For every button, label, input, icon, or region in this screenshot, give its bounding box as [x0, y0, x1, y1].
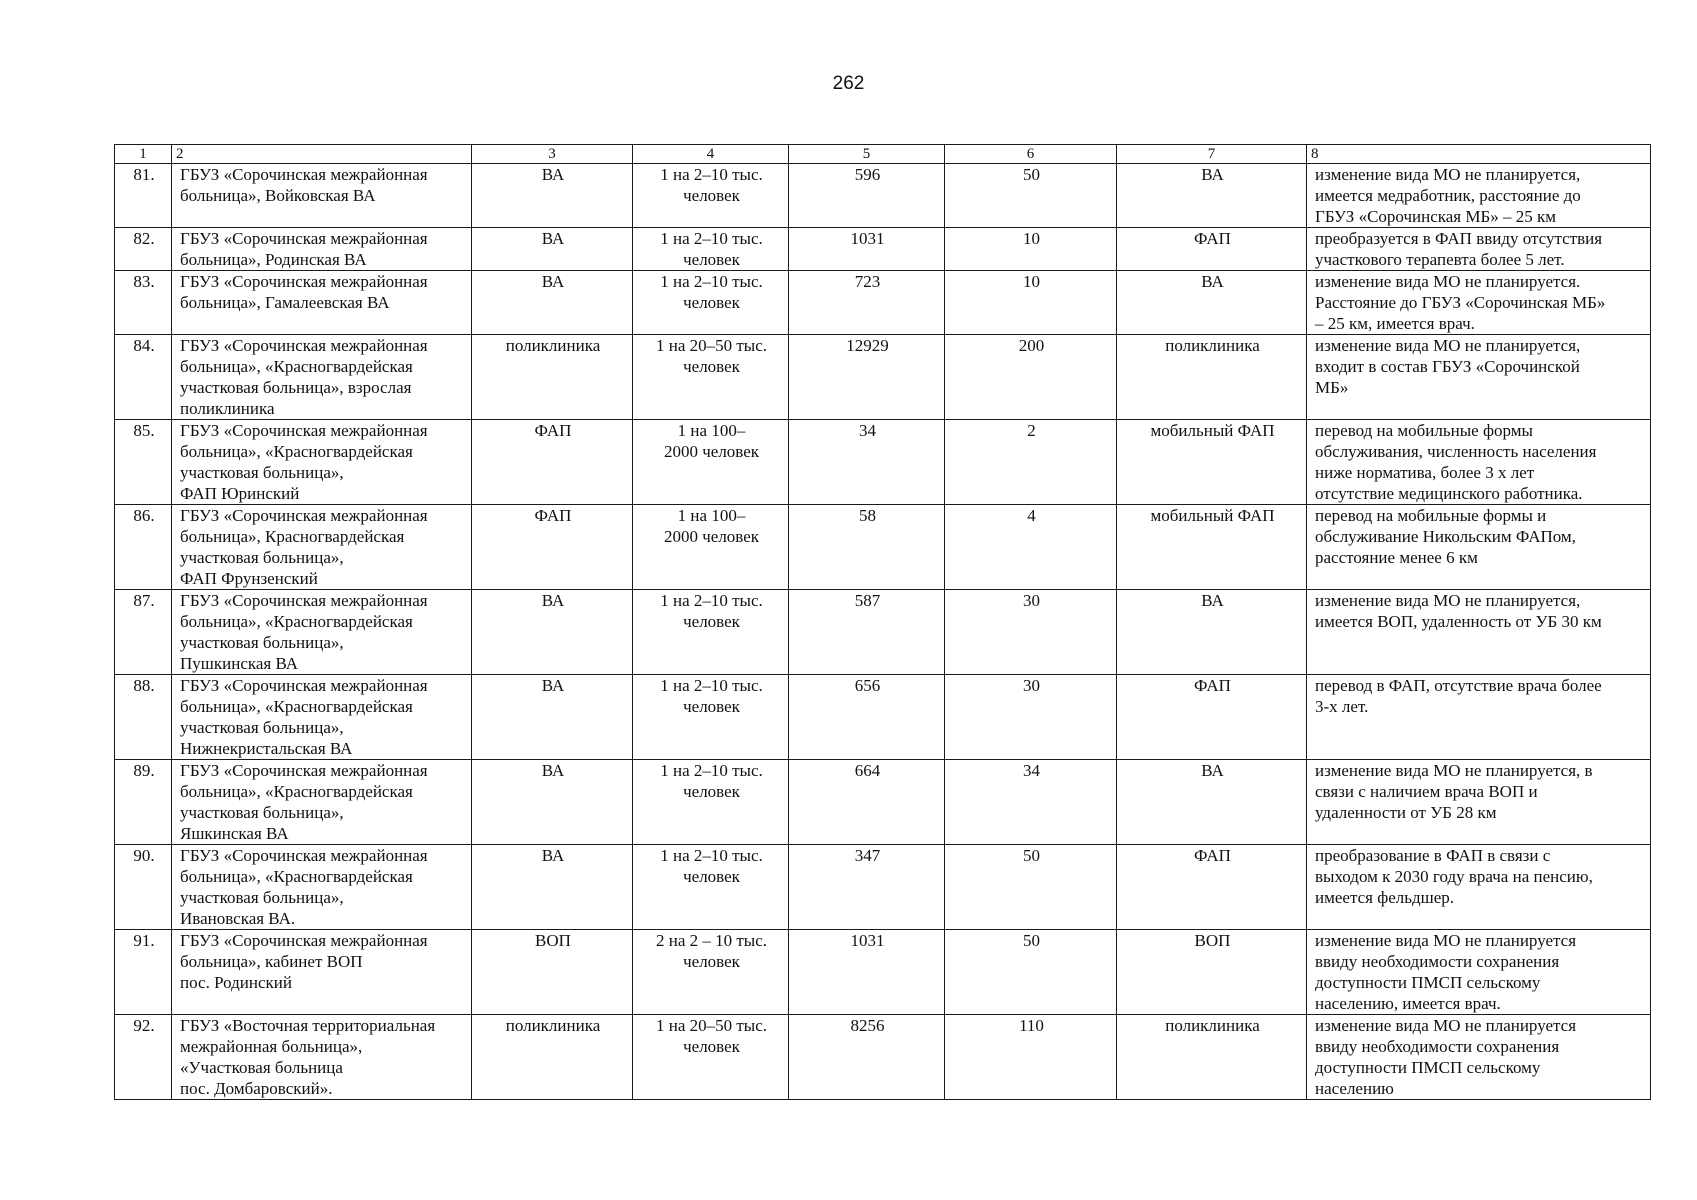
planned-type: ФАП: [1117, 675, 1307, 760]
planned-type: мобильный ФАП: [1117, 505, 1307, 590]
facility-name: ГБУЗ «Сорочинская межрайонная больница», «Красногвардейская участковая больница», взрослая поликлиника: [172, 335, 472, 420]
table-row: [115, 675, 1651, 760]
row-number: 82.: [115, 228, 172, 271]
row-number: 83.: [115, 271, 172, 335]
column-header: 7: [1117, 145, 1307, 164]
column-header: 2: [172, 145, 472, 164]
facility-type: ВА: [472, 164, 633, 228]
row-number: 85.: [115, 420, 172, 505]
population-value: 34: [789, 420, 945, 505]
column-header: 5: [789, 145, 945, 164]
table-row: [115, 1015, 1651, 1100]
distance-value: 34: [945, 760, 1117, 845]
distance-value: 2: [945, 420, 1117, 505]
facility-type: ВА: [472, 271, 633, 335]
distance-value: 110: [945, 1015, 1117, 1100]
population-value: 347: [789, 845, 945, 930]
facility-norm: 1 на 20–50 тыс. человек: [633, 335, 789, 420]
row-number: 86.: [115, 505, 172, 590]
facility-name: ГБУЗ «Сорочинская межрайонная больница», «Красногвардейская участковая больница», Нижнекристальская ВА: [172, 675, 472, 760]
row-note: перевод на мобильные формы обслуживания, численность населения ниже норматива, более 3 х лет отсутствие медицинского работника.: [1307, 420, 1651, 505]
facility-norm: 1 на 2–10 тыс. человек: [633, 164, 789, 228]
planned-type: ВА: [1117, 271, 1307, 335]
planned-type: ФАП: [1117, 228, 1307, 271]
facility-norm: 2 на 2 – 10 тыс. человек: [633, 930, 789, 1015]
population-value: 664: [789, 760, 945, 845]
table-row: [115, 420, 1651, 505]
column-header: 6: [945, 145, 1117, 164]
facility-type: ФАП: [472, 505, 633, 590]
column-number-row: [115, 145, 1651, 164]
population-value: 58: [789, 505, 945, 590]
column-header: 8: [1307, 145, 1651, 164]
column-header: 1: [115, 145, 172, 164]
table-row: [115, 760, 1651, 845]
page-number: 262: [832, 73, 865, 94]
row-note: преобразование в ФАП в связи с выходом к 2030 году врача на пенсию, имеется фельдшер.: [1307, 845, 1651, 930]
facility-norm: 1 на 2–10 тыс. человек: [633, 760, 789, 845]
distance-value: 10: [945, 271, 1117, 335]
row-note: изменение вида МО не планируется, входит в состав ГБУЗ «Сорочинской МБ»: [1307, 335, 1651, 420]
row-note: изменение вида МО не планируется, имеется медработник, расстояние до ГБУЗ «Сорочинская МБ» – 25 км: [1307, 164, 1651, 228]
facility-type: ВА: [472, 228, 633, 271]
row-number: 91.: [115, 930, 172, 1015]
row-note: перевод на мобильные формы и обслуживание Никольским ФАПом, расстояние менее 6 км: [1307, 505, 1651, 590]
row-note: изменение вида МО не планируется, имеется ВОП, удаленность от УБ 30 км: [1307, 590, 1651, 675]
facility-type: ВА: [472, 845, 633, 930]
population-value: 1031: [789, 228, 945, 271]
planned-type: поликлиника: [1117, 1015, 1307, 1100]
table-row: [115, 930, 1651, 1015]
facility-name: ГБУЗ «Сорочинская межрайонная больница», Войковская ВА: [172, 164, 472, 228]
row-note: изменение вида МО не планируется ввиду необходимости сохранения доступности ПМСП сельскому населению, имеется врач.: [1307, 930, 1651, 1015]
facility-type: ФАП: [472, 420, 633, 505]
population-value: 1031: [789, 930, 945, 1015]
facility-name: ГБУЗ «Сорочинская межрайонная больница», Красногвардейская участковая больница», ФАП Фрунзенский: [172, 505, 472, 590]
row-note: изменение вида МО не планируется. Расстояние до ГБУЗ «Сорочинская МБ» – 25 км, имеется врач.: [1307, 271, 1651, 335]
table-row: [115, 164, 1651, 228]
planned-type: ВА: [1117, 164, 1307, 228]
facility-name: ГБУЗ «Сорочинская межрайонная больница», «Красногвардейская участковая больница», Пушкинская ВА: [172, 590, 472, 675]
planned-type: ФАП: [1117, 845, 1307, 930]
distance-value: 30: [945, 675, 1117, 760]
distance-value: 50: [945, 845, 1117, 930]
row-number: 87.: [115, 590, 172, 675]
facility-norm: 1 на 100– 2000 человек: [633, 420, 789, 505]
facility-type: ВА: [472, 760, 633, 845]
table-row: [115, 271, 1651, 335]
row-note: преобразуется в ФАП ввиду отсутствия участкового терапевта более 5 лет.: [1307, 228, 1651, 271]
population-value: 8256: [789, 1015, 945, 1100]
facility-type: ВОП: [472, 930, 633, 1015]
row-number: 81.: [115, 164, 172, 228]
table-row: [115, 590, 1651, 675]
distance-value: 50: [945, 164, 1117, 228]
table-row: [115, 505, 1651, 590]
column-header: 3: [472, 145, 633, 164]
population-value: 596: [789, 164, 945, 228]
distance-value: 10: [945, 228, 1117, 271]
distance-value: 30: [945, 590, 1117, 675]
row-number: 89.: [115, 760, 172, 845]
distance-value: 50: [945, 930, 1117, 1015]
facility-name: ГБУЗ «Сорочинская межрайонная больница», кабинет ВОП пос. Родинский: [172, 930, 472, 1015]
row-note: изменение вида МО не планируется, в связи с наличием врача ВОП и удаленности от УБ 28 км: [1307, 760, 1651, 845]
distance-value: 4: [945, 505, 1117, 590]
facility-norm: 1 на 2–10 тыс. человек: [633, 590, 789, 675]
facility-norm: 1 на 2–10 тыс. человек: [633, 675, 789, 760]
facility-norm: 1 на 20–50 тыс. человек: [633, 1015, 789, 1100]
row-number: 90.: [115, 845, 172, 930]
facility-type: поликлиника: [472, 335, 633, 420]
table-row: [115, 228, 1651, 271]
facility-name: ГБУЗ «Сорочинская межрайонная больница», «Красногвардейская участковая больница», Яшкинская ВА: [172, 760, 472, 845]
facility-type: ВА: [472, 675, 633, 760]
facility-name: ГБУЗ «Сорочинская межрайонная больница», «Красногвардейская участковая больница», ФАП Юринский: [172, 420, 472, 505]
table-row: [115, 335, 1651, 420]
facility-name: ГБУЗ «Восточная территориальная межрайонная больница», «Участковая больница пос. Домбаровский».: [172, 1015, 472, 1100]
distance-value: 200: [945, 335, 1117, 420]
facility-name: ГБУЗ «Сорочинская межрайонная больница», Родинская ВА: [172, 228, 472, 271]
population-value: 656: [789, 675, 945, 760]
row-number: 84.: [115, 335, 172, 420]
facility-type: ВА: [472, 590, 633, 675]
facility-norm: 1 на 2–10 тыс. человек: [633, 271, 789, 335]
planned-type: ВА: [1117, 590, 1307, 675]
population-value: 587: [789, 590, 945, 675]
row-note: перевод в ФАП, отсутствие врача более 3-х лет.: [1307, 675, 1651, 760]
facility-norm: 1 на 2–10 тыс. человек: [633, 228, 789, 271]
table-row: [115, 845, 1651, 930]
population-value: 12929: [789, 335, 945, 420]
planned-type: поликлиника: [1117, 335, 1307, 420]
row-number: 88.: [115, 675, 172, 760]
facility-norm: 1 на 2–10 тыс. человек: [633, 845, 789, 930]
facilities-table: [114, 144, 1651, 1100]
population-value: 723: [789, 271, 945, 335]
row-number: 92.: [115, 1015, 172, 1100]
facility-norm: 1 на 100– 2000 человек: [633, 505, 789, 590]
facility-type: поликлиника: [472, 1015, 633, 1100]
row-note: изменение вида МО не планируется ввиду необходимости сохранения доступности ПМСП сельскому населению: [1307, 1015, 1651, 1100]
planned-type: ВА: [1117, 760, 1307, 845]
column-header: 4: [633, 145, 789, 164]
facility-name: ГБУЗ «Сорочинская межрайонная больница», «Красногвардейская участковая больница», Ивановская ВА.: [172, 845, 472, 930]
planned-type: мобильный ФАП: [1117, 420, 1307, 505]
facility-name: ГБУЗ «Сорочинская межрайонная больница», Гамалеевская ВА: [172, 271, 472, 335]
planned-type: ВОП: [1117, 930, 1307, 1015]
